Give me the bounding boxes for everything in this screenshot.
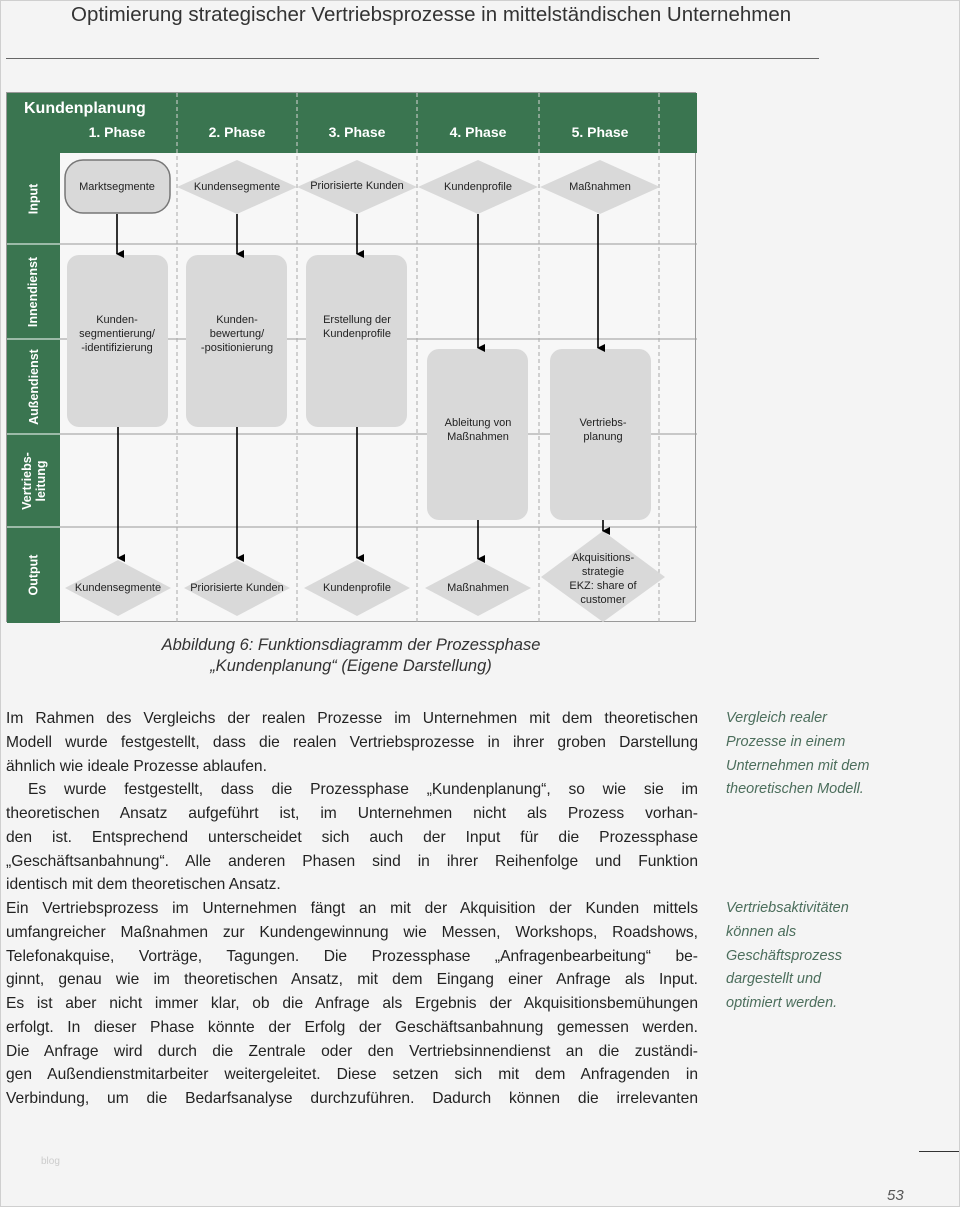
body-text xyxy=(6,707,698,1111)
input-label: Kundensegmente xyxy=(193,181,281,193)
page-header-title: Optimierung strategischer Vertriebsprozesse in mittelständischen Unternehmen xyxy=(71,3,792,26)
row-label-input: Input xyxy=(26,183,41,214)
text-line: Verbindung, um die Bedarfsanalyse durchzuführen. Dadurch können die irrelevanten xyxy=(6,1090,698,1107)
process-label: Erstellung der Kundenprofile xyxy=(323,314,391,340)
row-label-aussendienst: Außendienst xyxy=(26,348,41,425)
process-label: Vertriebs- planung xyxy=(579,417,627,443)
output-label: Akquisitions- strategie EKZ: share of customer xyxy=(569,552,637,606)
input-label: Priorisierte Kunden xyxy=(310,180,404,192)
figure-caption: Abbildung 6: Funktionsdiagramm der Prozessphase „Kundenplanung“ (Eigene Darstellung) xyxy=(161,636,541,675)
phase-label: 1. Phase xyxy=(88,124,146,140)
watermark: blog xyxy=(41,1156,60,1167)
text-line: „Geschäftsanbahnung“. Alle anderen Phasen sind in ihrer Reihenfolge und Funktion xyxy=(6,852,698,870)
row-label-innendienst: Innendienst xyxy=(26,256,41,327)
output-label: Maßnahmen xyxy=(447,582,509,594)
sidenote: Vergleich realer Prozesse in einem Unternehmen mit dem theoretischen Modell. xyxy=(726,710,870,798)
process-box xyxy=(306,255,407,427)
input-label: Maßnahmen xyxy=(569,181,631,193)
text-line: Modell wurde festgestellt, dass die realen Vertriebsprozesse in ihrer groben Darstellung xyxy=(6,733,698,751)
input-label: Marktsegmente xyxy=(79,181,155,193)
text-line: theoretischen Ansatz aufgeführt ist, im Unternehmen nicht als Prozess vorhan- xyxy=(6,805,698,822)
phase-label: 2. Phase xyxy=(208,124,266,140)
output-label: Kundensegmente xyxy=(74,582,162,594)
header-rule xyxy=(6,58,819,59)
text-line: erfolgt. In dieser Phase könnte der Erfolg der Geschäftsanbahnung gemessen werden. xyxy=(6,1018,698,1036)
phase-label: 4. Phase xyxy=(449,124,507,140)
page-number: 53 xyxy=(887,1187,904,1204)
output-label: Priorisierte Kunden xyxy=(190,582,284,594)
text-line: Ein Vertriebsprozess im Unternehmen fängt an mit der Akquisition der Kunden mittels xyxy=(6,900,698,917)
process-label: Kunden- segmentierung/ -identifizierung xyxy=(79,314,155,354)
text-line: Es ist aber nicht immer klar, ob die Anfrage als Ergebnis der Akquisitionsbemühungen xyxy=(6,995,698,1012)
function-diagram xyxy=(6,92,696,622)
text-line: Die Anfrage wird durch die Zentrale oder den Vertriebsinnendienst an die zuständi- xyxy=(6,1042,698,1060)
input-label: Kundenprofile xyxy=(444,181,512,193)
footer-rule xyxy=(919,1151,959,1152)
text-line: gen Außendienstmitarbeiter weitergeleitet. Diese setzen sich mit dem Anfragenden in xyxy=(6,1066,698,1084)
row-label-vertriebsleitung: Vertriebs- leitung xyxy=(19,451,48,510)
text-line: Telefonakquise, Vorträge, Tagungen. Die Prozessphase „Anfragenbearbeitung“ be- xyxy=(6,947,698,965)
phase-label: 3. Phase xyxy=(328,124,386,140)
text-line: ginnt, genau wie im theoretischen Ansatz, mit dem Eingang einer Anfrage als Input. xyxy=(6,971,698,989)
process-label: Ableitung von Maßnahmen xyxy=(444,417,512,443)
diagram-title: Kundenplanung xyxy=(24,100,146,117)
process-label: Kunden- bewertung/ -positionierung xyxy=(200,314,274,354)
diagram-graphics xyxy=(7,93,697,623)
text-line: umfangreicher Maßnahmen zur Kundengewinnung wie Messen, Workshops, Roadshows, xyxy=(6,923,698,941)
text-line: den ist. Entsprechend unterscheidet sich auch der Input für die Prozessphase xyxy=(6,828,698,846)
sidenote: Vertriebsaktivitäten können als Geschäftsprozess dargestellt und optimiert werden. xyxy=(726,900,849,1011)
output-label: Kundenprofile xyxy=(323,582,391,594)
text-line: ähnlich wie ideale Prozesse ablaufen. xyxy=(6,757,267,775)
phase-label: 5. Phase xyxy=(571,124,629,140)
text-line: Es wurde festgestellt, dass die Prozessphase „Kundenplanung“, so wie sie im xyxy=(28,781,698,799)
text-line: identisch mit dem theoretischen Ansatz. xyxy=(6,876,281,894)
text-line: Im Rahmen des Vergleichs der realen Prozesse im Unternehmen mit dem theoretischen xyxy=(6,710,698,727)
row-label-output: Output xyxy=(26,554,41,596)
